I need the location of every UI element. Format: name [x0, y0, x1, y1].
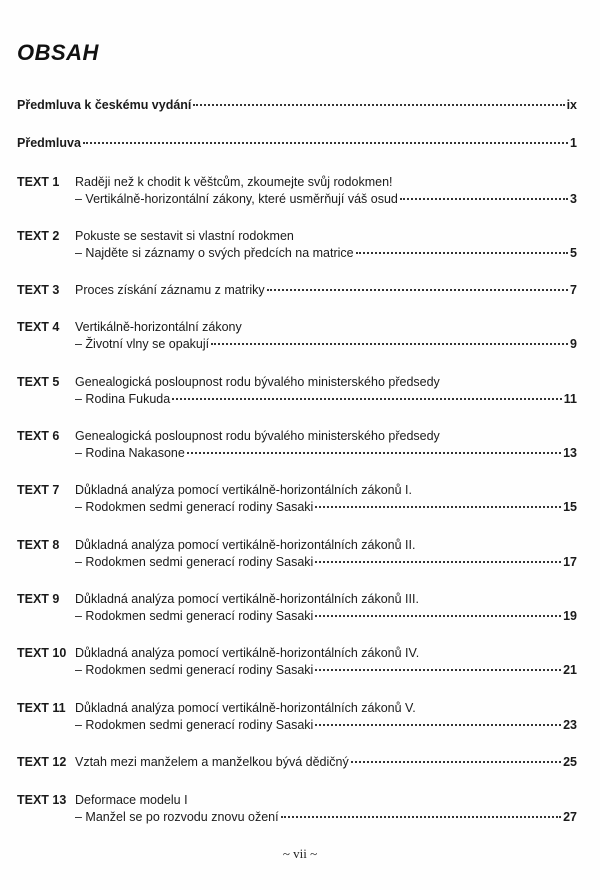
toc-page-number: 5 — [570, 246, 577, 260]
toc-page-number: 1 — [570, 136, 577, 150]
toc-entry — [17, 538, 577, 572]
toc-entry — [17, 229, 577, 263]
toc-entry — [17, 429, 577, 463]
toc-entry-label: TEXT 1 — [17, 175, 60, 189]
toc-entry-title: – Životní vlny se opakují — [75, 337, 210, 351]
toc-page-number: 19 — [563, 609, 577, 623]
toc-line — [17, 555, 577, 572]
toc-line — [17, 755, 577, 772]
toc-entry-label: TEXT 8 — [17, 538, 60, 552]
toc-line — [17, 663, 577, 680]
toc-entry-title: – Rodokmen sedmi generací rodiny Sasaki — [75, 555, 314, 569]
toc-page-number: 9 — [570, 337, 577, 351]
toc-entry-label: TEXT 7 — [17, 483, 60, 497]
dot-leader — [193, 104, 564, 106]
toc-line — [17, 98, 577, 115]
toc-entry — [17, 320, 577, 354]
toc-line — [17, 446, 577, 463]
toc-line — [17, 136, 577, 153]
toc-line — [17, 701, 577, 718]
toc-entry-title: – Rodokmen sedmi generací rodiny Sasaki — [75, 500, 314, 514]
toc-page-number: 17 — [563, 555, 577, 569]
toc-entry-title: – Najděte si záznamy o svých předcích na matrice — [75, 246, 354, 260]
toc-line — [17, 175, 577, 192]
toc-line — [17, 429, 577, 446]
toc-line — [17, 500, 577, 517]
toc-page-number: 21 — [563, 663, 577, 677]
dot-leader — [172, 398, 562, 400]
toc-entry-label: TEXT 6 — [17, 429, 60, 443]
toc-line — [17, 375, 577, 392]
toc-entry-title: Vertikálně-horizontální zákony — [75, 320, 242, 334]
toc-entry — [17, 592, 577, 626]
toc-entry-label: TEXT 2 — [17, 229, 60, 243]
toc-line — [17, 609, 577, 626]
toc-entry — [17, 646, 577, 680]
toc-entry-label: TEXT 3 — [17, 283, 60, 297]
toc-entry — [17, 136, 577, 153]
toc-page-number: 15 — [563, 500, 577, 514]
toc-entry — [17, 793, 577, 827]
toc-entry — [17, 175, 577, 209]
toc-entry — [17, 283, 577, 300]
toc-entry-title: – Manžel se po rozvodu znovu ožení — [75, 810, 279, 824]
toc-entry-title: Deformace modelu I — [75, 793, 188, 807]
toc-entry — [17, 98, 577, 115]
dot-leader — [83, 142, 568, 144]
toc-entry-label: TEXT 13 — [17, 793, 67, 807]
toc-entry-title: Proces získání záznamu z matriky — [75, 283, 265, 297]
toc-entry-title: Pokuste se sestavit si vlastní rodokmen — [75, 229, 294, 243]
dot-leader — [315, 561, 561, 563]
toc-entry-label: TEXT 4 — [17, 320, 60, 334]
toc-page-number: 25 — [563, 755, 577, 769]
toc-entry-title: – Rodina Nakasone — [75, 446, 185, 460]
toc-line — [17, 646, 577, 663]
toc-line — [17, 592, 577, 609]
toc-entry-label: TEXT 10 — [17, 646, 67, 660]
toc-entry-label: TEXT 12 — [17, 755, 67, 769]
toc-entry-title: Důkladná analýza pomocí vertikálně-horizontálních zákonů V. — [75, 701, 416, 715]
toc-line — [17, 810, 577, 827]
page-number-footer: ~ vii ~ — [282, 846, 318, 861]
dot-leader — [351, 761, 561, 763]
dot-leader — [315, 615, 561, 617]
toc-entry-title: Raději než k chodit k věštcům, zkoumejte svůj rodokmen! — [75, 175, 393, 189]
toc-entry-title: Genealogická posloupnost rodu bývalého ministerského předsedy — [75, 375, 440, 389]
toc-line — [17, 392, 577, 409]
page-title: OBSAH — [17, 40, 99, 65]
toc-entry-label: TEXT 11 — [17, 701, 66, 715]
dot-leader — [400, 198, 568, 200]
dot-leader — [187, 452, 561, 454]
toc-entry — [17, 701, 577, 735]
toc-entry-title: Důkladná analýza pomocí vertikálně-horizontálních zákonů III. — [75, 592, 419, 606]
toc-page-number: 13 — [563, 446, 577, 460]
toc-page-number: 23 — [563, 718, 577, 732]
toc-line — [17, 229, 577, 246]
toc-entry-title: – Rodina Fukuda — [75, 392, 171, 406]
toc-line — [17, 320, 577, 337]
dot-leader — [356, 252, 568, 254]
toc-entry — [17, 375, 577, 409]
dot-leader — [315, 669, 561, 671]
toc-line — [17, 718, 577, 735]
toc-entry-title: Důkladná analýza pomocí vertikálně-horizontálních zákonů I. — [75, 483, 412, 497]
toc-entry-title: Důkladná analýza pomocí vertikálně-horizontálních zákonů II. — [75, 538, 416, 552]
toc-entry-title: – Rodokmen sedmi generací rodiny Sasaki — [75, 663, 314, 677]
toc-entry-title: Genealogická posloupnost rodu bývalého ministerského předsedy — [75, 429, 440, 443]
dot-leader — [315, 724, 561, 726]
toc-entry-title: Vztah mezi manželem a manželkou bývá dědičný — [75, 755, 349, 769]
toc-entry-label: TEXT 5 — [17, 375, 60, 389]
toc-entry-title: Důkladná analýza pomocí vertikálně-horizontálních zákonů IV. — [75, 646, 420, 660]
toc-line — [17, 793, 577, 810]
toc-line — [17, 337, 577, 354]
toc-line — [17, 192, 577, 209]
toc-entry — [17, 483, 577, 517]
toc-entry-title: Předmluva — [17, 136, 81, 150]
toc-line — [17, 283, 577, 300]
dot-leader — [267, 289, 568, 291]
toc-page-number: 7 — [570, 283, 577, 297]
toc-page-number: ix — [566, 98, 577, 112]
toc-line — [17, 538, 577, 555]
dot-leader — [281, 816, 561, 818]
toc-entry-title: – Vertikálně-horizontální zákony, které usměrňují váš osud — [75, 192, 398, 206]
toc-line — [17, 246, 577, 263]
toc-entry-title: – Rodokmen sedmi generací rodiny Sasaki — [75, 609, 314, 623]
dot-leader — [211, 343, 568, 345]
toc-entry-title: Předmluva k českému vydání — [17, 98, 192, 112]
toc-page-number: 27 — [563, 810, 577, 824]
toc-page-number: 11 — [563, 392, 577, 406]
toc-entry-title: – Rodokmen sedmi generací rodiny Sasaki — [75, 718, 314, 732]
dot-leader — [315, 506, 561, 508]
toc-page-number: 3 — [570, 192, 577, 206]
toc-entry — [17, 755, 577, 772]
toc-entry-label: TEXT 9 — [17, 592, 60, 606]
toc-line — [17, 483, 577, 500]
